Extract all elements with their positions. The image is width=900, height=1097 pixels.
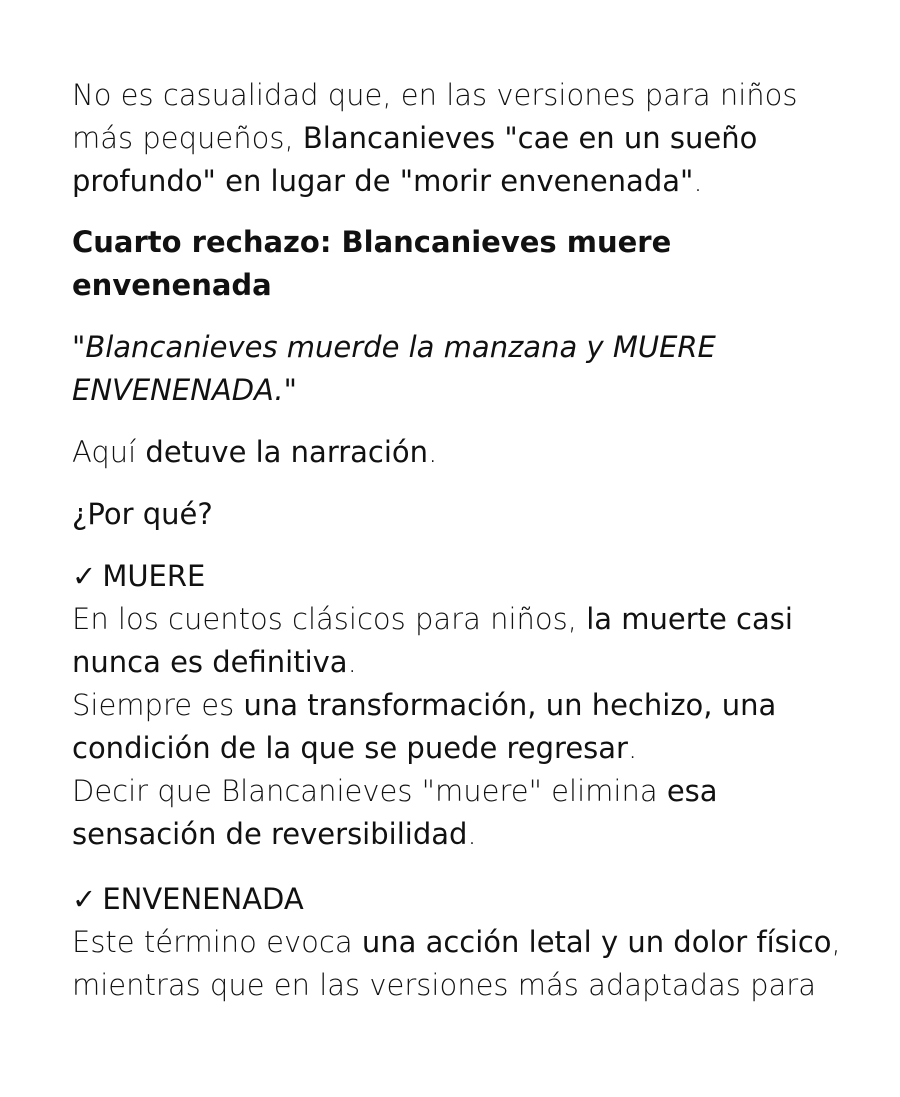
muere-line-3	[72, 770, 842, 856]
envenenada-title-text: ENVENENADA	[102, 882, 304, 916]
check-icon: ✓	[72, 882, 97, 916]
muere-line-3-text: Decir que Blancanieves "muere" elimina	[72, 774, 667, 808]
muere-line-3-end: .	[467, 817, 477, 851]
muere-line-2-text: Siempre es	[72, 688, 244, 722]
intro-paragraph	[72, 74, 842, 203]
envenenada-block	[72, 878, 842, 1007]
muere-line-2-end: .	[627, 731, 638, 765]
envenenada-line-1-emphasis: una acción letal y un dolor físico	[361, 925, 832, 959]
quote-text: "Blancanieves muerde la manzana y MUERE ENVENENADA."	[72, 330, 716, 407]
stop-text: Aquí	[72, 435, 146, 469]
why-question: ¿Por qué?	[72, 497, 213, 531]
stop-paragraph	[72, 431, 842, 474]
intro-text: No es casualidad que, en las versiones para niños más pequeños,	[72, 78, 798, 155]
intro-end: .	[693, 164, 703, 198]
muere-block	[72, 555, 842, 856]
muere-line-1-end: .	[347, 645, 357, 679]
envenenada-line-1-text: Este término evoca	[72, 925, 362, 959]
muere-line-1	[72, 598, 842, 684]
intro-emphasis: Blancanieves "cae en un sueño profundo" en lugar de "morir envenenada"	[72, 121, 758, 198]
stop-emphasis: detuve la narración	[145, 435, 429, 469]
muere-line-1-text: En los cuentos clásicos para niños,	[72, 602, 587, 636]
stop-end: .	[428, 435, 438, 469]
document-page	[72, 74, 842, 1029]
muere-title-text: MUERE	[102, 559, 206, 593]
muere-line-2	[72, 684, 842, 770]
section-heading: Cuarto rechazo: Blancanieves muere envenenada	[72, 225, 672, 302]
muere-line-1-emphasis: la muerte casi nunca es definitiva	[72, 602, 793, 679]
envenenada-line-1	[72, 921, 842, 1007]
muere-line-3-emphasis: esa sensación de reversibilidad	[72, 774, 718, 851]
envenenada-line-1-end: , mientras que en las versiones más adaptadas para	[72, 925, 841, 1002]
muere-title	[72, 555, 842, 598]
muere-line-2-emphasis: una transformación, un hechizo, una condición de la que se puede regresar	[72, 688, 777, 765]
check-icon: ✓	[72, 559, 97, 593]
envenenada-title	[72, 878, 842, 921]
